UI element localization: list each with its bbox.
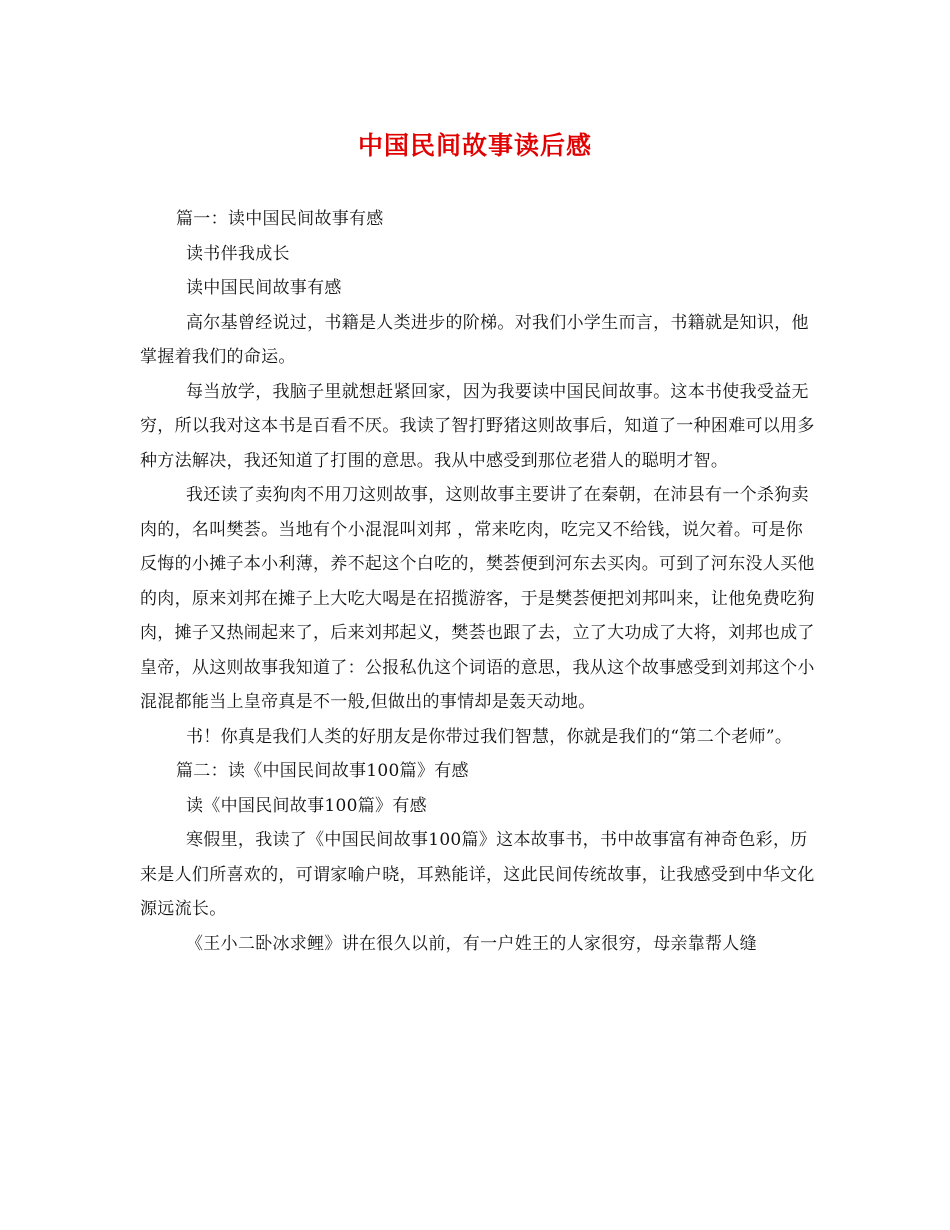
paragraph: 书！你真是我们人类的好朋友是你带过我们智慧，你就是我们的“第二个老师”。 bbox=[186, 726, 793, 747]
document-body bbox=[140, 202, 820, 961]
paragraph: 《王小二卧冰求鲤》讲在很久以前，有一户姓王的人家很穷，母亲靠帮人缝 bbox=[186, 933, 757, 954]
section-heading-2: 篇二：读《中国民间故事100篇》有感 bbox=[176, 761, 469, 781]
paragraph: 寒假里，我读了《中国民间故事100篇》这本故事书，书中故事富有神奇色彩，历来是人们所喜欢的，可谓家喻户晓，耳熟能详，这此民间传统故事，让我感受到中华文化源远流长。 bbox=[140, 830, 815, 919]
document-title: 中国民间故事读后感 bbox=[357, 131, 592, 160]
paragraph: 每当放学，我脑子里就想赶紧回家，因为我要读中国民间故事。这本书使我受益无穷，所以我对这本书是百看不厌。我读了智打野猪这则故事后，知道了一种困难可以用多种方法解决，我还知道了打围的意思。我从中感受到那位老猎人的聪明才智。 bbox=[140, 381, 815, 471]
section-heading-1: 篇一：读中国民间故事有感 bbox=[176, 209, 384, 229]
paragraph: 高尔基曾经说过，书籍是人类进步的阶梯。对我们小学生而言，书籍就是知识，他掌握着我们的命运。 bbox=[140, 312, 809, 367]
subheading-folk-tales-100: 读《中国民间故事100篇》有感 bbox=[186, 795, 427, 816]
subheading-reading-growth: 读书伴我成长 bbox=[186, 243, 290, 264]
paragraph: 我还读了卖狗肉不用刀这则故事，这则故事主要讲了在秦朝，在沛县有一个杀狗卖肉的，名叫樊荟。当地有个小混混叫刘邦 ，常来吃肉，吃完又不给钱，说欠着。可是你反悔的小摊子本小利薄，养不起这个白吃的，樊荟便到河东去买肉。可到了河东没人买他的肉，原来刘邦在摊子上大吃大喝是在招揽游客，于是樊荟便把刘邦叫来，让他免费吃狗肉，摊子又热闹起来了，后来刘邦起义，樊荟也跟了去，立了大功成了大将，刘邦也成了皇帝，从这则故事我知道了：公报私仇这个词语的意思，我从这个故事感受到刘邦这个小混混都能当上皇帝真是不一般,但做出的事情却是轰天动地。 bbox=[140, 485, 815, 712]
subheading-reading-folk-tales: 读中国民间故事有感 bbox=[186, 278, 342, 298]
